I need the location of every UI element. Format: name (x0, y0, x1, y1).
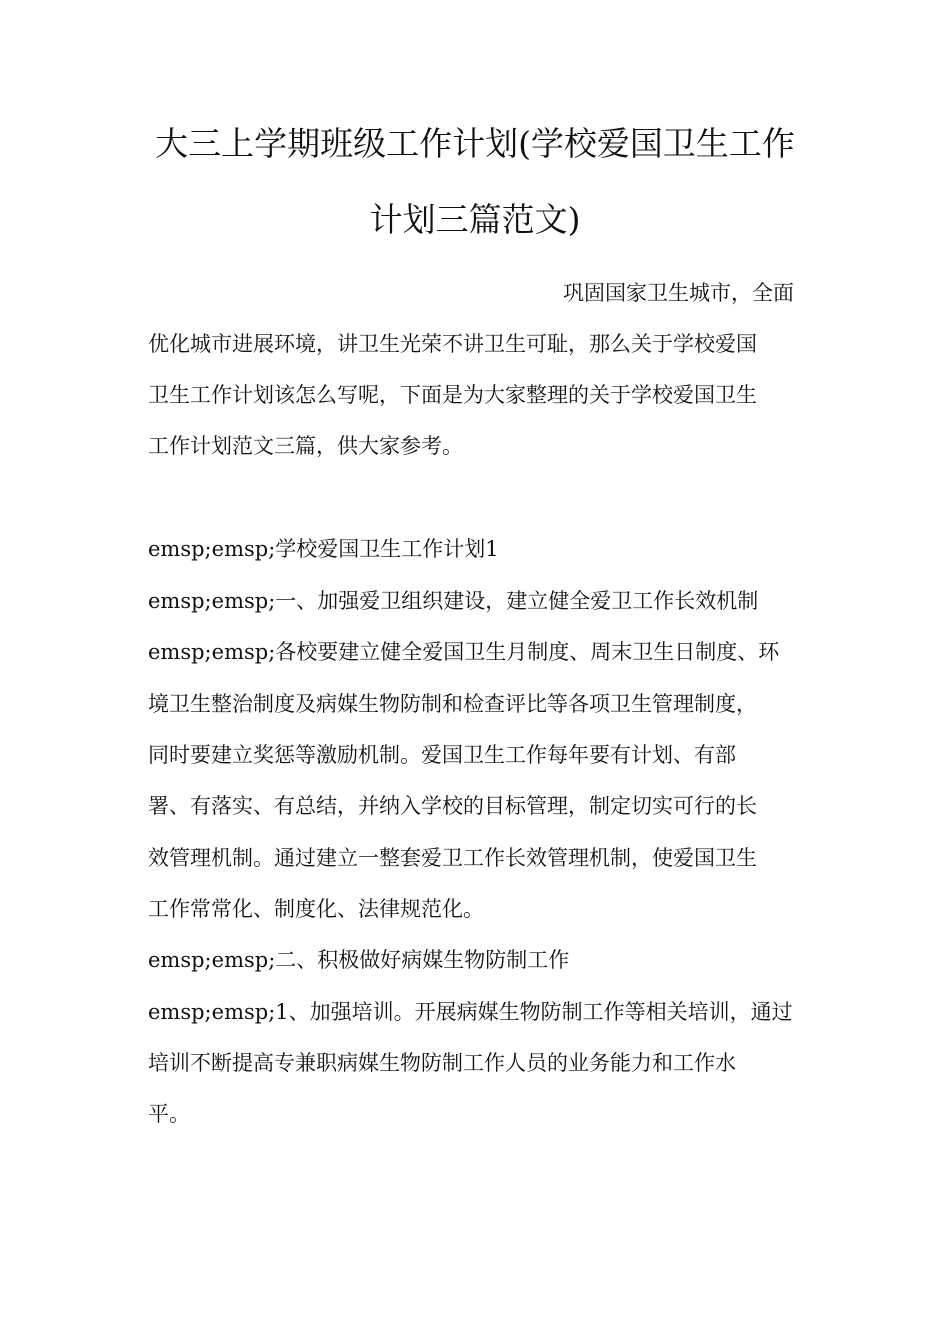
paragraph-line-3: 同时要建立奖惩等激励机制。爱国卫生工作每年要有计划、有部 (148, 743, 736, 767)
section-heading-1: emsp;emsp;一、加强爱卫组织建设，建立健全爱卫工作长效机制 (148, 589, 759, 613)
paragraph-line-4: 署、有落实、有总结，并纳入学校的目标管理，制定切实可行的长 (148, 794, 757, 818)
intro-line-3: 卫生工作计划该怎么写呢，下面是为大家整理的关于学校爱国卫生 (148, 383, 757, 407)
paragraph-line-1: emsp;emsp;各校要建立健全爱国卫生月制度、周末卫生日制度、环 (148, 640, 780, 664)
section-heading-plan-1: emsp;emsp;学校爱国卫生工作计划1 (148, 537, 499, 561)
intro-line-4: 工作计划范文三篇，供大家参考。 (148, 434, 463, 458)
paragraph-line-6: 工作常常化、制度化、法律规范化。 (148, 897, 484, 921)
document-title-line-2: 计划三篇范文) (369, 200, 581, 239)
document-title-line-1: 大三上学期班级工作计划(学校爱国卫生工作 (155, 124, 795, 163)
section-heading-2: emsp;emsp;二、积极做好病媒生物防制工作 (148, 948, 570, 972)
paragraph-line-2: 境卫生整治制度及病媒生物防制和检查评比等各项卫生管理制度， (148, 692, 757, 716)
paragraph-line-7: emsp;emsp;1、加强培训。开展病媒生物防制工作等相关培训，通过 (148, 1000, 793, 1024)
intro-line-1: 巩固国家卫生城市，全面 (563, 281, 794, 305)
paragraph-line-5: 效管理机制。通过建立一整套爱卫工作长效管理机制，使爱国卫生 (148, 846, 757, 870)
paragraph-line-8: 培训不断提高专兼职病媒生物防制工作人员的业务能力和工作水 (148, 1051, 736, 1075)
paragraph-line-9: 平。 (148, 1102, 190, 1126)
intro-line-2: 优化城市进展环境，讲卫生光荣不讲卫生可耻，那么关于学校爱国 (148, 332, 757, 356)
